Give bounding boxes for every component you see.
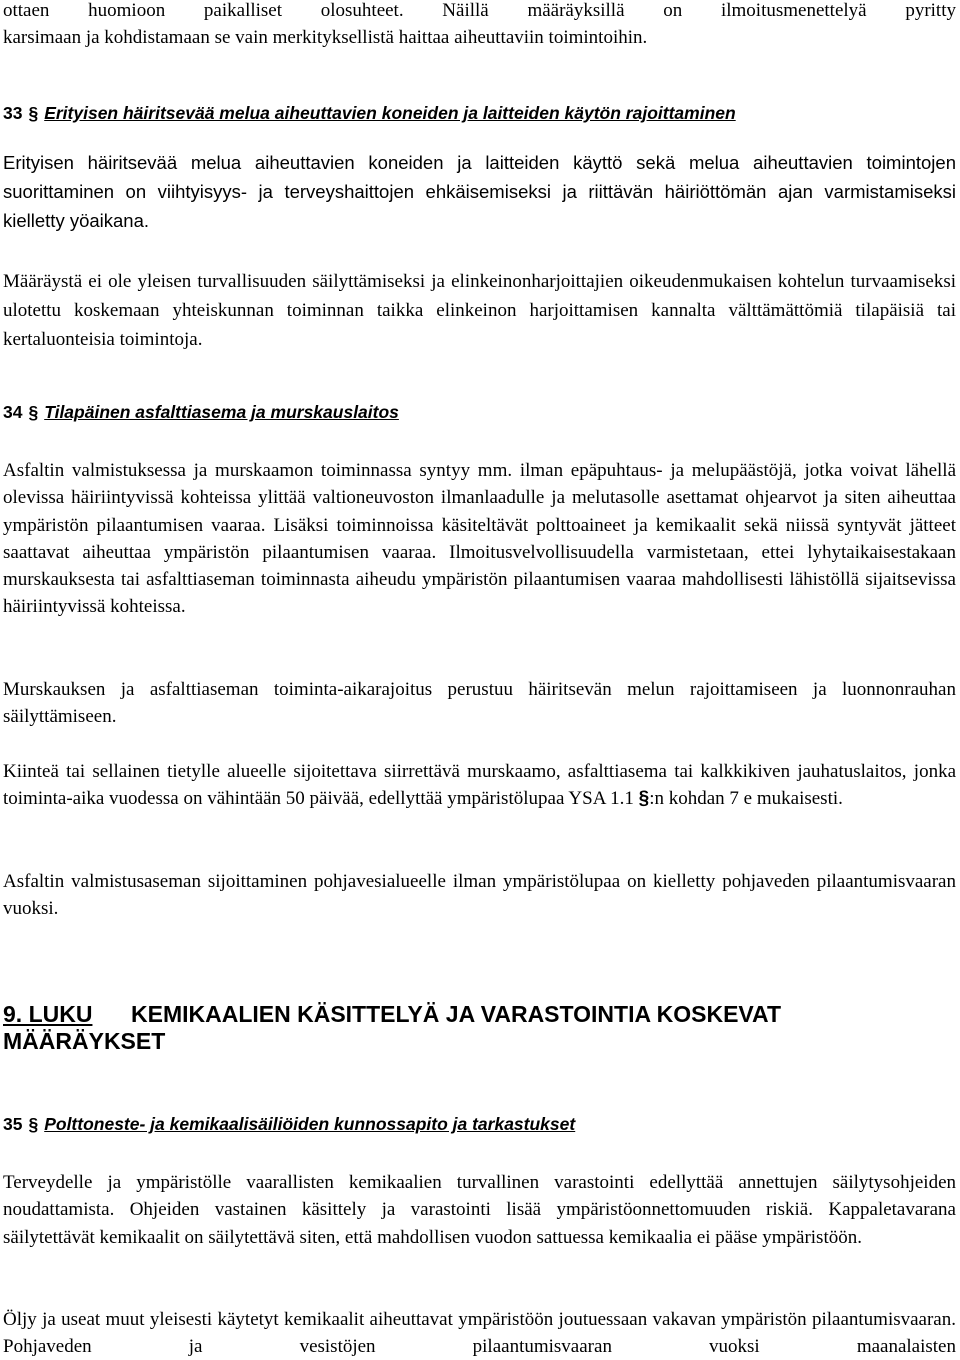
chapter-9-heading xyxy=(3,1001,956,1055)
paragraph-text: :n kohdan 7 e mukaisesti. xyxy=(649,788,843,810)
section-title: Tilapäinen asfalttiasema ja murskauslaitos xyxy=(44,402,399,422)
section-35-paragraph-1: Terveydelle ja ympäristölle vaarallisten kemikaalien turvallinen varastointi edellyttää annettujen säilytysohjeiden noudattamista. Ohjeiden vastainen käsittely ja varastointi lisää ympäristöonnettomuuden riskiä. Kappaletavarana säilytettävät kemikaalit on säilytettävä siten, että mahdollisen vuodon sattuessa kemikaalia ei pääse ympäristöön. xyxy=(3,1172,956,1248)
paragraph-text: Kiinteä tai sellainen tietylle alueelle sijoitettava siirrettävä murskaamo, asfalttiasema tai kalkkikiven jauhatuslaitos, jonka toiminta-aika vuodessa on vähintään 50 päivää, edellyttää ympäristölupaa YSA 1.1 xyxy=(3,761,956,810)
section-number: 34 xyxy=(3,402,23,422)
section-sign: § xyxy=(28,402,39,422)
chapter-number: 9. LUKU xyxy=(3,1001,93,1027)
section-sign: § xyxy=(28,1114,39,1134)
intro-line-2: karsimaan ja kohdistamaan se vain merkityksellistä haittaa aiheuttaviin toimintoihin. xyxy=(3,27,648,49)
section-number: 33 xyxy=(3,103,23,123)
section-34-paragraph-2: Murskauksen ja asfalttiaseman toiminta-aikarajoitus perustuu häiritsevän melun rajoittamiseen ja luonnonrauhan säilyttämiseen. xyxy=(3,679,956,728)
section-33-paragraph-1: Erityisen häiritsevää melua aiheuttavien koneiden ja laitteiden käyttö sekä melua aiheuttavien toimintojen suorittaminen on viihtyisyys- ja terveyshaittojen ehkäisemiseksi ja riittävän häiriöttömän ajan varmistamiseksi kielletty yöaikana. xyxy=(3,152,956,231)
section-34-paragraph-3 xyxy=(3,758,956,812)
section-34-paragraph-1: Asfaltin valmistuksessa ja murskaamon toiminnassa syntyy mm. ilman epäpuhtaus- ja melupäästöjä, jotka voivat lähellä olevissa häiriintyvissä kohteissa ylittää valtioneuvoston ilmanlaadulle ja melutasolle asettamat ohjearvot ja siten aiheuttaa ympäristön pilaantumisen vaaraa. Lisäksi toiminnoissa käsiteltävät polttoaineet ja kemikaalit sekä niissä syntyvät jätteet saattavat aiheuttaa ympäristön pilaantumisen vaaraa. Ilmoitusvelvollisuudella varmistetaan, ettei lyhytaikaisestakaan murskauksesta tai asfalttiaseman toiminnasta aiheudu ympäristön pilaantumisen vaaraa mahdollisesti lähistöllä sijaitsevissa häiriintyvissä kohteissa. xyxy=(3,460,956,618)
section-34-paragraph-4: Asfaltin valmistusaseman sijoittaminen pohjavesialueelle ilman ympäristölupaa on kielletty pohjaveden pilaantumisvaaran vuoksi. xyxy=(3,871,956,920)
section-35-heading xyxy=(3,1112,956,1136)
section-title: Erityisen häiritsevää melua aiheuttavien koneiden ja laitteiden käytön rajoittaminen xyxy=(44,103,736,123)
section-title: Polttoneste- ja kemikaalisäiliöiden kunnossapito ja tarkastukset xyxy=(44,1114,576,1134)
section-34-heading xyxy=(3,400,956,424)
section-number: 35 xyxy=(3,1114,23,1134)
section-33-paragraph-2: Määräystä ei ole yleisen turvallisuuden säilyttämiseksi ja elinkeinonharjoittajien oikeudenmukaisen kohtelun turvaamiseksi ulotettu koskemaan yhteiskunnan toiminnan taikka elinkeinon harjoittamisen kannalta välttämättömiä tilapäisiä tai kertaluonteisia toimintoja. xyxy=(3,271,956,350)
intro-line-1: ottaen huomioon paikalliset olosuhteet. Näillä määräyksillä on ilmoitusmenettelyä pyritty xyxy=(3,0,956,21)
intro-paragraph xyxy=(3,0,956,51)
chapter-title-line-1: KEMIKAALIEN KÄSITTELYÄ JA VARASTOINTIA KOSKEVAT xyxy=(131,1001,782,1027)
section-sign: § xyxy=(638,788,650,810)
section-sign: § xyxy=(28,103,39,123)
section-33-heading xyxy=(3,101,956,125)
chapter-title-line-2: MÄÄRÄYKSET xyxy=(3,1028,166,1054)
section-35-paragraph-2: Öljy ja useat muut yleisesti käytetyt kemikaalit aiheuttavat ympäristöön joutuessaan vakavan ympäristön pilaantumisvaaran. Pohjaveden ja vesistöjen pilaantumisvaaran vuoksi maanalaisten xyxy=(3,1309,956,1358)
